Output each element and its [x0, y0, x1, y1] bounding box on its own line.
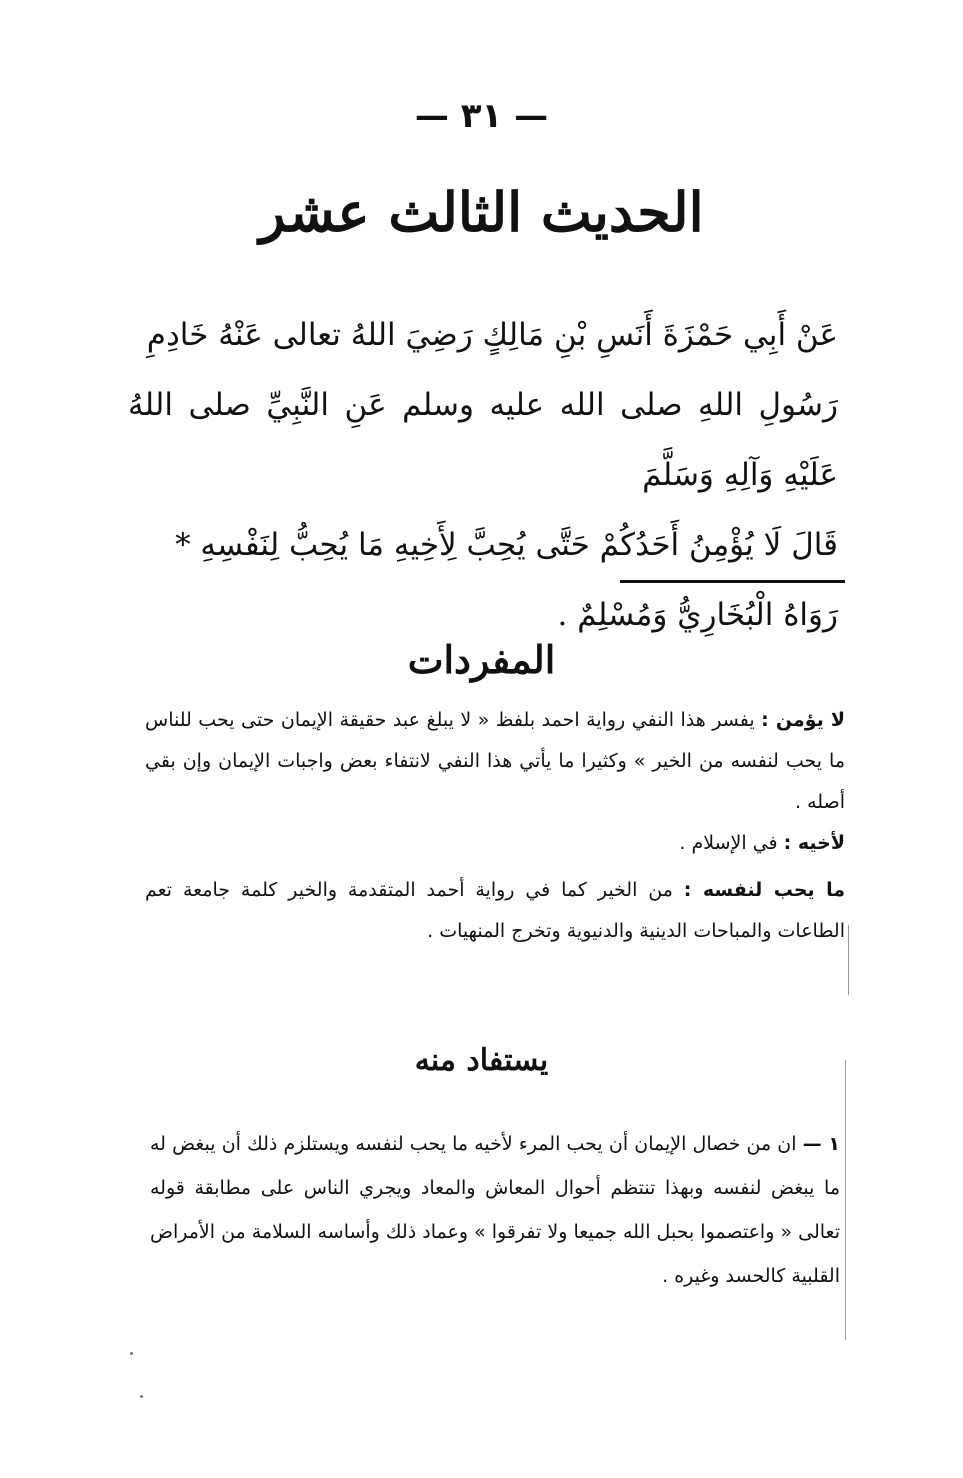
- lesson-text: ان من خصال الإيمان أن يحب المرء لأخيه ما يحب لنفسه ويستلزم ذلك أن يبغض له ما يبغض لنفسه وبهذا تنتظم أحوال المعاش والمعاد ويجري الناس على مطابقة قوله تعالى « واعتصموا بحبل الله جميعا ولا تفرقوا » وعماد ذلك وأساسه السلامة من الأمراض القلبية كالحسد وغيره .: [150, 1133, 840, 1287]
- vocabulary-entry: [145, 823, 845, 864]
- vocabulary-term: لأخيه :: [783, 832, 845, 854]
- scan-artifact-line: [845, 1060, 846, 1340]
- page-number: — ٣١ —: [414, 96, 549, 136]
- lessons-heading: يستفاد منه: [414, 1043, 549, 1078]
- hadith-line: قَالَ لَا يُؤْمِنُ أَحَدُكُمْ حَتَّى يُحِبَّ لِأَخِيهِ مَا يُحِبُّ لِنَفْسِهِ *: [175, 527, 838, 563]
- vocabulary-definition: من الخير كما في رواية أحمد المتقدمة والخير كلمة جامعة تعم الطاعات والمباحات الدينية والدنيوية وتخرج المنهيات .: [145, 879, 845, 942]
- lesson-number: ١ —: [802, 1133, 840, 1155]
- hadith-line: رَسُولِ اللهِ صلى الله عليه وسلم عَنِ النَّبِيِّ صلى اللهُ عَلَيْهِ وَآلِهِ وَسَلَّمَ: [128, 387, 838, 493]
- scan-artifact-dot: [140, 1395, 143, 1398]
- vocabulary-definition: في الإسلام .: [679, 832, 778, 854]
- lessons-list: [150, 1122, 840, 1298]
- scan-artifact-line: [848, 925, 849, 995]
- vocabulary-term: ما يحب لنفسه :: [683, 879, 846, 901]
- hadith-line: عَنْ أَبِي حَمْزَةَ أَنَسِ بْنِ مَالِكٍ رَضِيَ اللهُ تعالى عَنْهُ خَادِمِ: [146, 317, 838, 353]
- hadith-line: رَوَاهُ الْبُخَارِيُّ وَمُسْلِمٌ .: [557, 597, 838, 633]
- vocabulary-term: لا يؤمن :: [761, 709, 845, 731]
- hadith-title: الحديث الثالث عشر: [259, 180, 704, 244]
- vocabulary-heading: المفردات: [407, 637, 556, 682]
- vocabulary-definition: يفسر هذا النفي رواية احمد بلفظ « لا يبلغ عبد حقيقة الإيمان حتى يحب للناس ما يحب لنفسه من الخير » وكثيرا ما يأتي هذا النفي لانتفاء بعض واجبات الإيمان وإن بقي أصله .: [145, 709, 845, 813]
- hadith-text: [128, 300, 838, 650]
- lesson-item: [150, 1122, 840, 1298]
- section-divider: [620, 580, 845, 583]
- vocabulary-entry: [145, 870, 845, 952]
- scan-artifact-dot: [130, 1352, 133, 1355]
- vocabulary-list: [145, 700, 845, 952]
- vocabulary-entry: [145, 700, 845, 823]
